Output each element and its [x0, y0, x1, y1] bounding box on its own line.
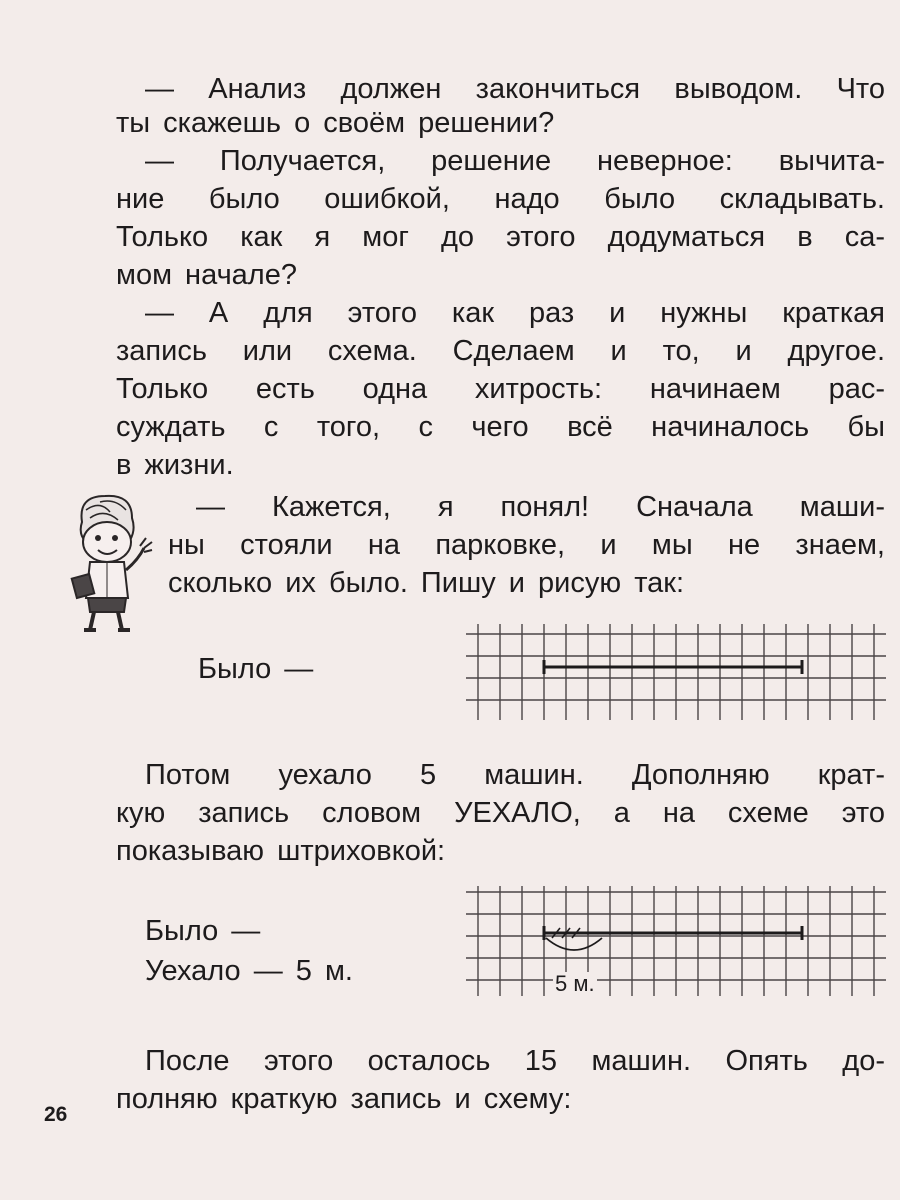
text-line-13: ны стояли на парковке, и мы не знаем,	[168, 529, 885, 561]
text-line-17: показываю штриховкой:	[116, 835, 446, 867]
brace-left-cars	[546, 938, 602, 950]
diagram-grid-1	[466, 624, 886, 720]
page-number: 26	[44, 1103, 68, 1126]
text-line-19: полняю краткую запись и схему:	[116, 1083, 572, 1115]
text-line-18: После этого осталось 15 машин. Опять до-	[145, 1045, 885, 1077]
text-line-8: запись или схема. Сделаем и то, и другое.	[116, 335, 885, 367]
grid-lines-1	[466, 624, 886, 720]
text-line-14: сколько их было. Пишу и рисую так:	[168, 567, 685, 599]
left-label: Уехало — 5 м.	[145, 955, 353, 987]
boy-illustration	[60, 490, 160, 635]
was-label-1: Было —	[198, 653, 314, 685]
text-line-15: Потом уехало 5 машин. Дополняю крат-	[145, 759, 885, 791]
text-line-9: Только есть одна хитрость: начинаем рас-	[116, 373, 885, 405]
text-line-10: суждать с того, с чего всё начиналось бы	[116, 411, 885, 443]
segment-label-5m: 5 м.	[555, 971, 595, 996]
text-line-6: мом начале?	[116, 259, 297, 291]
grid-lines-2	[466, 886, 886, 996]
text-line-2: ты скажешь о своём решении?	[116, 107, 555, 139]
text-line-12: — Кажется, я понял! Сначала маши-	[196, 491, 885, 523]
text-line-4: ние было ошибкой, надо было складывать.	[116, 183, 885, 215]
text-line-3: — Получается, решение неверное: вычита-	[145, 145, 885, 177]
diagram-grid-2	[466, 886, 886, 996]
was-label-2: Было —	[145, 915, 261, 947]
text-line-5: Только как я мог до этого додуматься в са-	[116, 221, 885, 253]
text-line-11: в жизни.	[116, 449, 234, 481]
text-line-7: — А для этого как раз и нужны краткая	[145, 297, 885, 329]
text-line-16: кую запись словом УЕХАЛО, а на схеме это	[116, 797, 885, 829]
text-line-1: — Анализ должен закончиться выводом. Что	[145, 73, 885, 105]
